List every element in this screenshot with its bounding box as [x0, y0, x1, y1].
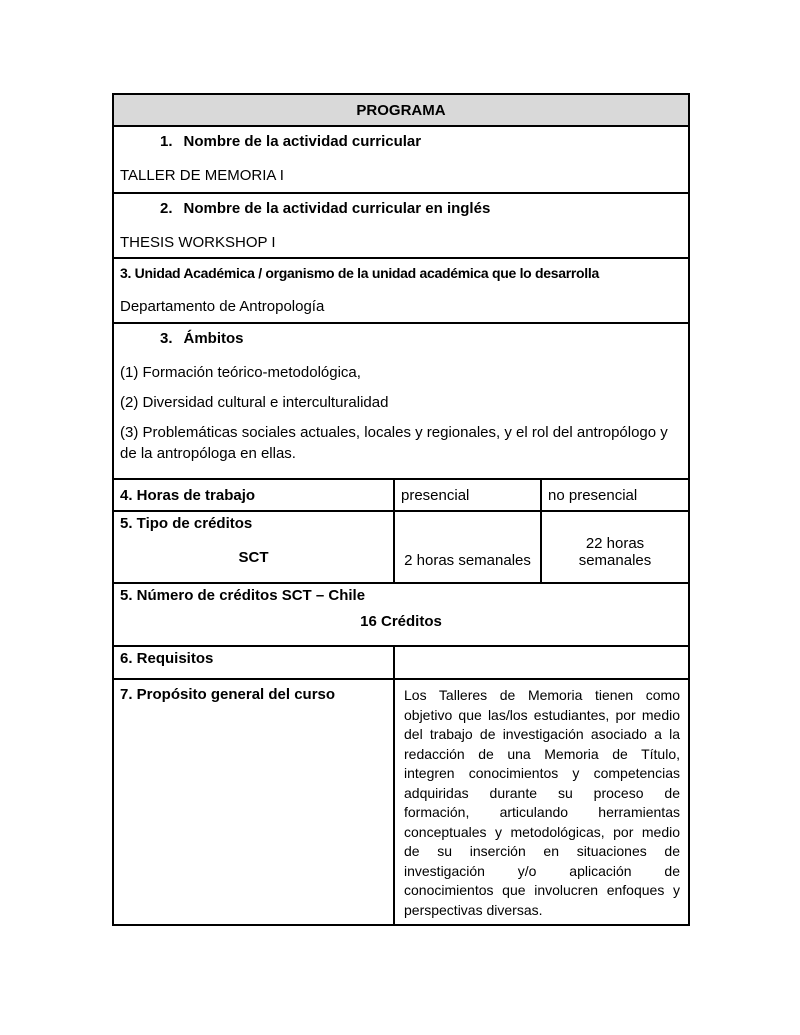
program-table [112, 93, 690, 926]
horas-label-cell [113, 479, 394, 511]
table-row-proposito [113, 679, 689, 925]
nombre-heading-label: Nombre de la actividad curricular [183, 133, 422, 150]
ambitos-cell [113, 323, 689, 479]
unidad-cell [113, 258, 689, 323]
ambitos-heading [120, 330, 682, 347]
ambito-item-2: (2) Diversidad cultural e interculturalidad [120, 394, 389, 411]
table-row-requisitos [113, 646, 689, 679]
nombre-ingles-value: THESIS WORKSHOP I [120, 234, 276, 251]
proposito-value-cell [394, 679, 689, 925]
nombre-ingles-heading-label: Nombre de la actividad curricular en inglés [183, 200, 491, 217]
table-row-tipo-creditos [113, 511, 689, 583]
table-row-numero-creditos [113, 583, 689, 646]
table-title: PROGRAMA [113, 94, 689, 126]
ambito-item-3: (3) Problemáticas sociales actuales, locales y regionales, y el rol del antropólogo y de la antropóloga en ellas. [120, 424, 668, 462]
table-row-header [113, 94, 689, 126]
tipo-horas-presencial-cell: 2 horas semanales [394, 511, 541, 583]
table-row-nombre-ingles [113, 193, 689, 258]
requisitos-label-cell [113, 646, 394, 679]
requisitos-value-cell [394, 646, 689, 679]
tipo-horas-no-presencial-cell: 22 horas semanales [541, 511, 689, 583]
requisitos-heading: 6. Requisitos [120, 650, 214, 667]
nombre-value: TALLER DE MEMORIA I [120, 167, 284, 184]
nombre-cell [113, 126, 689, 193]
proposito-heading: 7. Propósito general del curso [120, 686, 336, 703]
ambitos-heading-label: Ámbitos [183, 330, 244, 347]
horas-heading: 4. Horas de trabajo [120, 486, 256, 504]
ambitos-heading-number: 3. [160, 330, 173, 347]
numero-creditos-value: 16 Créditos [360, 613, 442, 630]
nombre-heading-number: 1. [160, 133, 173, 150]
nombre-ingles-heading-number: 2. [160, 200, 173, 217]
table-row-ambitos [113, 323, 689, 479]
tipo-creditos-heading: 5. Tipo de créditos [120, 515, 253, 532]
table-row-unidad [113, 258, 689, 323]
numero-creditos-heading: 5. Número de créditos SCT – Chile [120, 587, 366, 604]
ambito-item-1: (1) Formación teórico-metodológica, [120, 364, 361, 381]
tipo-creditos-cell [113, 511, 394, 583]
horas-presencial-cell: presencial [394, 479, 541, 511]
proposito-paragraph: Los Talleres de Memoria tienen como objetivo que las/los estudiantes, por medio del trabajo de investigación asociado a la redacción de una Memoria de Título, integren conocimientos y competencias adquiridas durante su proceso de formación, articulando herramientas conceptuales y metodológicas, por medio de su inserción en situaciones de investigación y/o aplicación de conocimientos que involucren enfoques y perspectivas diversas. [404, 687, 680, 918]
nombre-ingles-cell [113, 193, 689, 258]
nombre-heading [120, 133, 682, 150]
nombre-ingles-heading [120, 200, 682, 217]
proposito-label-cell [113, 679, 394, 925]
table-row-nombre [113, 126, 689, 193]
table-row-horas [113, 479, 689, 511]
horas-no-presencial-cell: no presencial [541, 479, 689, 511]
unidad-heading: 3. Unidad Académica / organismo de la unidad académica que lo desarrolla [120, 265, 599, 281]
tipo-creditos-sct: SCT [238, 549, 269, 566]
numero-creditos-cell [113, 583, 689, 646]
unidad-value: Departamento de Antropología [120, 298, 325, 315]
